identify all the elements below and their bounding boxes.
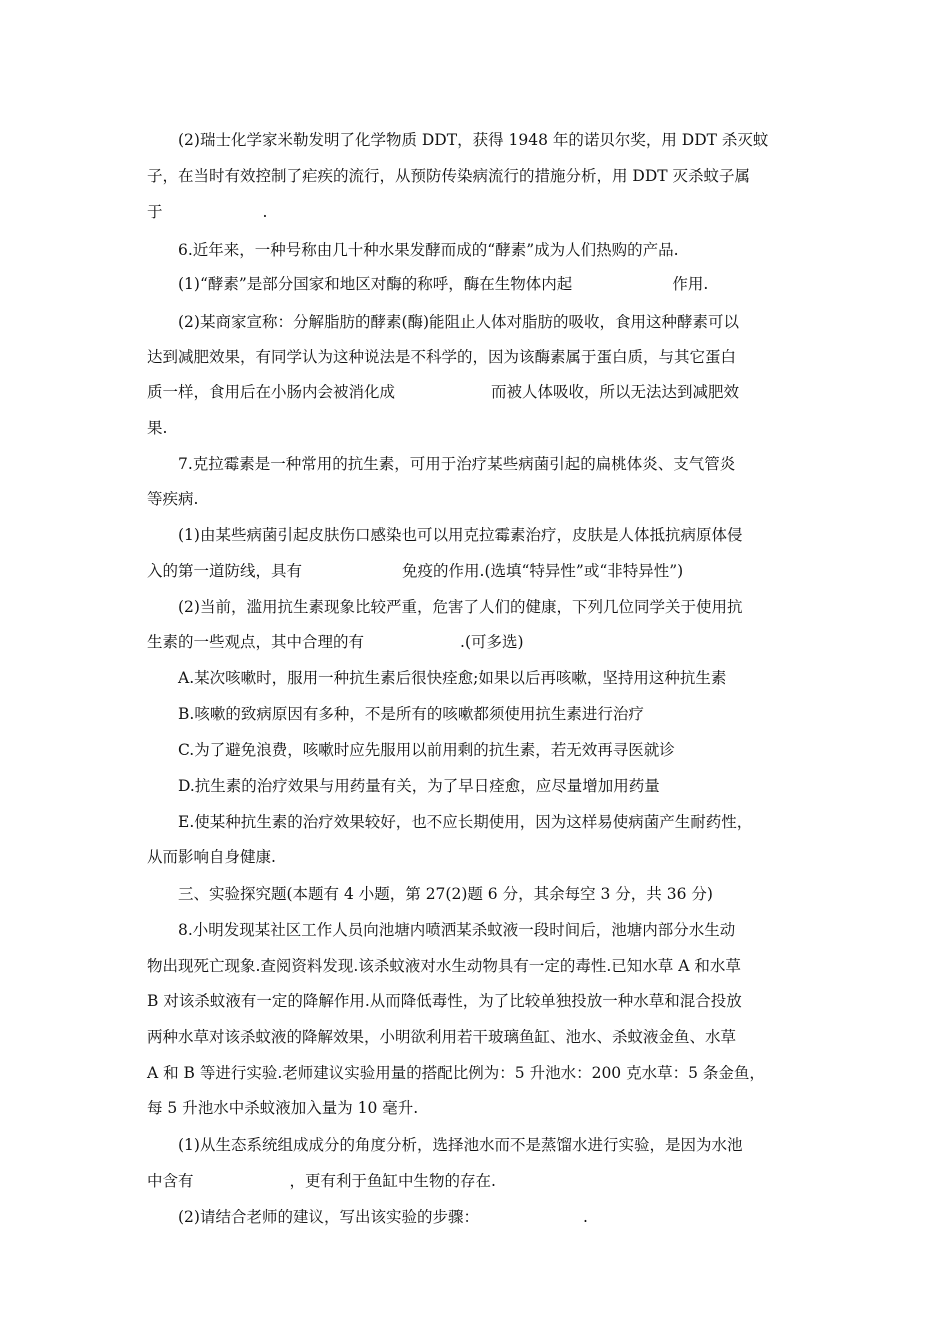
q6-part2-line2-text: 达到减肥效果，有同学认为这种说法是不科学的，因为该酶素属于蛋白质，与其它蛋白 bbox=[147, 348, 737, 366]
q8-part1-line1 bbox=[178, 1134, 742, 1156]
q8-stem-line4 bbox=[147, 1026, 736, 1048]
q5-part2-line1-text: (2)瑞士化学家米勒发明了化学物质 DDT，获得 1948 年的诺贝尔奖，用 DDT 杀灭蚊 bbox=[178, 131, 769, 149]
q8-part1-line2-prefix: 中含有 bbox=[147, 1172, 194, 1190]
q8-stem-line3-text: B 对该杀蚊液有一定的降解作用.从而降低毒性，为了比较单独投放一种水草和混合投放 bbox=[147, 992, 742, 1010]
q7-option-e-line2 bbox=[147, 846, 276, 868]
q7-option-c-text: C.为了避免浪费，咳嗽时应先服用以前用剩的抗生素，若无效再寻医就诊 bbox=[178, 741, 675, 759]
q7-option-b-text: B.咳嗽的致病原因有多种，不是所有的咳嗽都须使用抗生素进行治疗 bbox=[178, 705, 644, 723]
q7-option-c bbox=[178, 739, 675, 761]
q6-part2-line2 bbox=[147, 346, 736, 368]
q7-option-e-line1 bbox=[178, 811, 752, 833]
q8-part1-line1-text: (1)从生态系统组成成分的角度分析，选择池水而不是蒸馏水进行实验，是因为水池 bbox=[178, 1136, 743, 1154]
q8-stem-line1 bbox=[178, 919, 735, 941]
q7-option-e-line2-text: 从而影响自身健康. bbox=[147, 848, 276, 866]
q8-stem-line5 bbox=[147, 1062, 765, 1084]
q8-stem-line6 bbox=[147, 1097, 418, 1119]
q5-part2-line3-suffix: . bbox=[262, 203, 268, 221]
q6-part2-line3 bbox=[147, 381, 739, 403]
q7-part1-line2 bbox=[147, 560, 683, 582]
q8-stem-line2 bbox=[147, 955, 741, 977]
q6-part1-suffix: 作用. bbox=[672, 275, 709, 293]
q8-stem-line6-text: 每 5 升池水中杀蚊液加入量为 10 毫升. bbox=[147, 1099, 419, 1117]
q7-part1-line1-text: (1)由某些病菌引起皮肤伤口感染也可以用克拉霉素治疗，皮肤是人体抵抗病原体侵 bbox=[178, 526, 743, 544]
q8-part2-suffix: . bbox=[582, 1208, 588, 1226]
q8-stem-line4-text: 两种水草对该杀蚊液的降解效果，小明欲利用若干玻璃鱼缸、池水、杀蚊液金鱼、水草 bbox=[147, 1028, 737, 1046]
q7-part2-line2-prefix: 生素的一些观点，其中合理的有 bbox=[147, 633, 365, 651]
q8-stem-line5-text: A 和 B 等进行实验.老师建议实验用量的搭配比例为：5 升池水：200 克水草：5 条金鱼， bbox=[147, 1064, 765, 1082]
q7-option-a bbox=[178, 667, 726, 689]
q7-option-e-line1-text: E.使某种抗生素的治疗效果较好，也不应长期使用，因为这样易使病菌产生耐药性， bbox=[178, 813, 753, 831]
q6-part1 bbox=[178, 273, 708, 295]
q7-part1-line2-prefix: 入的第一道防线，具有 bbox=[147, 562, 303, 580]
q7-option-d-text: D.抗生素的治疗效果与用药量有关，为了早日痊愈，应尽量增加用药量 bbox=[178, 777, 660, 795]
q7-part2-line1 bbox=[178, 596, 742, 618]
q6-part2-line1 bbox=[178, 311, 739, 333]
q8-stem-line2-text: 物出现死亡现象.查阅资料发现.该杀蚊液对水生动物具有一定的毒性.已知水草 A 和水草 bbox=[147, 957, 741, 975]
section3-heading-text: 三、实验探究题(本题有 4 小题，第 27(2)题 6 分，其余每空 3 分，共 36 分) bbox=[178, 885, 713, 903]
q6-part2-line3-suffix: 而被人体吸收，所以无法达到减肥效 bbox=[491, 383, 740, 401]
q7-option-b bbox=[178, 703, 644, 725]
q5-part2-line2-text: 子，在当时有效控制了疟疾的流行，从预防传染病流行的措施分析，用 DDT 灭杀蚊子属 bbox=[147, 167, 751, 185]
q8-part2-prefix: (2)请结合老师的建议，写出该实验的步骤： bbox=[178, 1208, 479, 1226]
q6-part2-line1-text: (2)某商家宣称：分解脂肪的酵素(酶)能阻止人体对脂肪的吸收，食用这种酵素可以 bbox=[178, 313, 740, 331]
q7-part1-line2-suffix: 免疫的作用.(选填“特异性”或“非特异性”) bbox=[402, 562, 684, 580]
q6-stem-text: 6.近年来，一种号称由几十种水果发酵而成的“酵素”成为人们热购的产品. bbox=[178, 241, 679, 259]
q6-part2-line4 bbox=[147, 417, 167, 439]
q7-option-d bbox=[178, 775, 660, 797]
q8-part2 bbox=[178, 1206, 588, 1228]
q7-part2-line2-suffix: .(可多选) bbox=[460, 633, 524, 651]
section3-heading bbox=[178, 883, 713, 905]
q5-part2-line1 bbox=[178, 129, 785, 151]
q8-stem-line1-text: 8.小明发现某社区工作人员向池塘内喷洒某杀蚊液一段时间后，池塘内部分水生动 bbox=[178, 921, 736, 939]
q6-stem bbox=[178, 239, 679, 261]
q8-part1-line2-suffix: ，更有利于鱼缸中生物的存在. bbox=[289, 1172, 496, 1190]
q7-part2-line1-text: (2)当前，滥用抗生素现象比较严重，危害了人们的健康，下列几位同学关于使用抗 bbox=[178, 598, 743, 616]
q7-stem-line1 bbox=[178, 453, 735, 475]
q5-part2-line2 bbox=[147, 165, 784, 187]
q7-part2-line2 bbox=[147, 631, 524, 653]
q7-stem-line2 bbox=[147, 488, 198, 510]
q8-stem-line3 bbox=[147, 990, 742, 1012]
q5-part2-line3-prefix: 于 bbox=[147, 203, 163, 221]
q7-part1-line1 bbox=[178, 524, 742, 546]
q7-stem-line1-text: 7.克拉霉素是一种常用的抗生素，可用于治疗某些病菌引起的扁桃体炎、支气管炎 bbox=[178, 455, 736, 473]
q6-part1-prefix: (1)“酵素”是部分国家和地区对酶的称呼，酶在生物体内起 bbox=[178, 275, 573, 293]
q8-part1-line2 bbox=[147, 1170, 496, 1192]
q6-part2-line4-text: 果. bbox=[147, 419, 168, 437]
q7-stem-line2-text: 等疾病. bbox=[147, 490, 199, 508]
q5-part2-line3 bbox=[147, 201, 267, 223]
q7-option-a-text: A.某次咳嗽时，服用一种抗生素后很快痊愈;如果以后再咳嗽，坚持用这种抗生素 bbox=[178, 669, 727, 687]
q6-part2-line3-prefix: 质一样，食用后在小肠内会被消化成 bbox=[147, 383, 396, 401]
